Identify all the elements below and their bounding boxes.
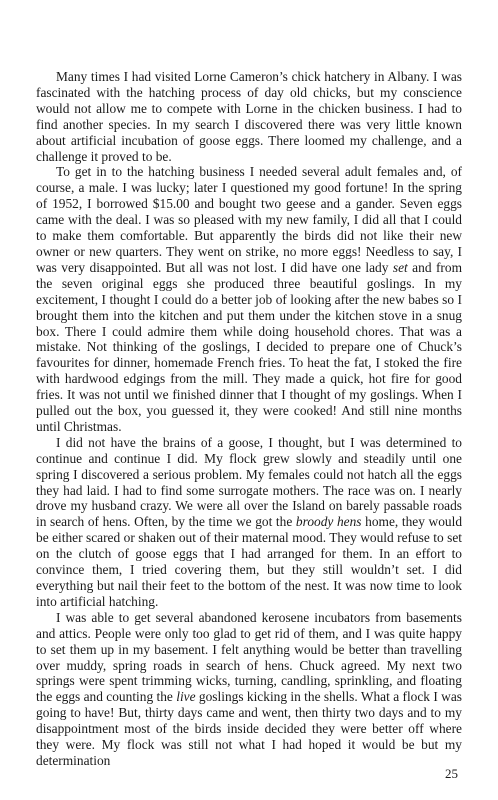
paragraph-1-text: Many times I had visited Lorne Cameron’s chick hatchery in Albany. I was fascinated with the hatching process of day old chicks, but my conscience would not allow me to compete with Lorne in the chicken business. I had to find another species. In my search I discovered there was very little known about artificial incubation of goose eggs. There loomed my challenge, and a challenge it proved to be. <box>36 69 462 164</box>
paragraph-2 <box>36 164 462 434</box>
paragraph-3-italic-broody-hens: broody hens <box>295 514 362 530</box>
paragraph-4 <box>36 610 462 769</box>
paragraph-4-text-b: goslings kicking in the shells. What a flock I was going to have! But, thirty days came and went, then thirty two days and to my disappointment most of the birds inside decided they were better off where they were. My flock was still not what I had hoped it would be but my determination <box>36 689 462 768</box>
paragraph-2-italic-set: set <box>392 259 408 275</box>
paragraph-2-text-a: To get in to the hatching business I needed several adult females and, of course, a male. I was lucky; later I questioned my good fortune! In the spring of 1952, I borrowed $15.00 and bought two geese and a gander. Seven eggs came with the deal. I was so pleased with my new family, I did all that I could to make them comfortable. But apparently the birds did not like their new owner or new quarters. They went on strike, no more eggs! Needless to say, I was very disappointed. But all was not lost. I did have one lady <box>36 164 462 275</box>
paragraph-2-text-b: and from the seven original eggs she produced three beautiful goslings. In my excitement, I thought I could do a better job of looking after the new babes so I brought them into the kitchen and put them under the kitchen stove in a snug box. There I could admire them while doing household chores. That was a mistake. Not thinking of the goslings, I decided to prepare one of Chuck’s favourites for dinner, homemade French fries. To heat the fat, I stoked the fire with hardwood edgings from the mill. They made a quick, hot fire for good fries. It was not until we finished dinner that I thought of my goslings. When I pulled out the box, you guessed it, they were cooked! And still nine months until Christmas. <box>36 259 462 434</box>
paragraph-3-text-b: home, they would be either scared or shaken out of their maternal mood. They would refuse to set on the clutch of goose eggs that I had arranged for them. In an effort to convince them, I tried covering them, but they still wouldn’t set. I did everything but nail their feet to the bottom of the nest. It was now time to look into artificial hatching. <box>36 514 463 609</box>
paragraph-4-italic-live: live <box>176 689 196 705</box>
page-body <box>36 69 462 769</box>
paragraph-4-text-a: I was able to get several abandoned kerosene incubators from basements and attics. People were only too glad to get rid of them, and I was quite happy to set them up in my basement. I felt anything would be better than travelling over muddy, spring roads in search of hens. Chuck agreed. My next two springs were spent trimming wicks, turning, candling, sprinkling, and floating the eggs and counting the <box>36 609 462 705</box>
paragraph-3 <box>36 435 462 610</box>
paragraph-3-text-a: I did not have the brains of a goose, I thought, but I was determined to continue and continue I did. My flock grew slowly and steadily until one spring I discovered a serious problem. My females could not hatch all the eggs they had laid. I had to find some surrogate mothers. The race was on. I nearly drove my husband crazy. We were all over the Island on barely passable roads in search of hens. Often, by the time we got the <box>36 434 462 530</box>
page-number: 25 <box>445 766 458 781</box>
paragraph-1 <box>36 69 462 164</box>
